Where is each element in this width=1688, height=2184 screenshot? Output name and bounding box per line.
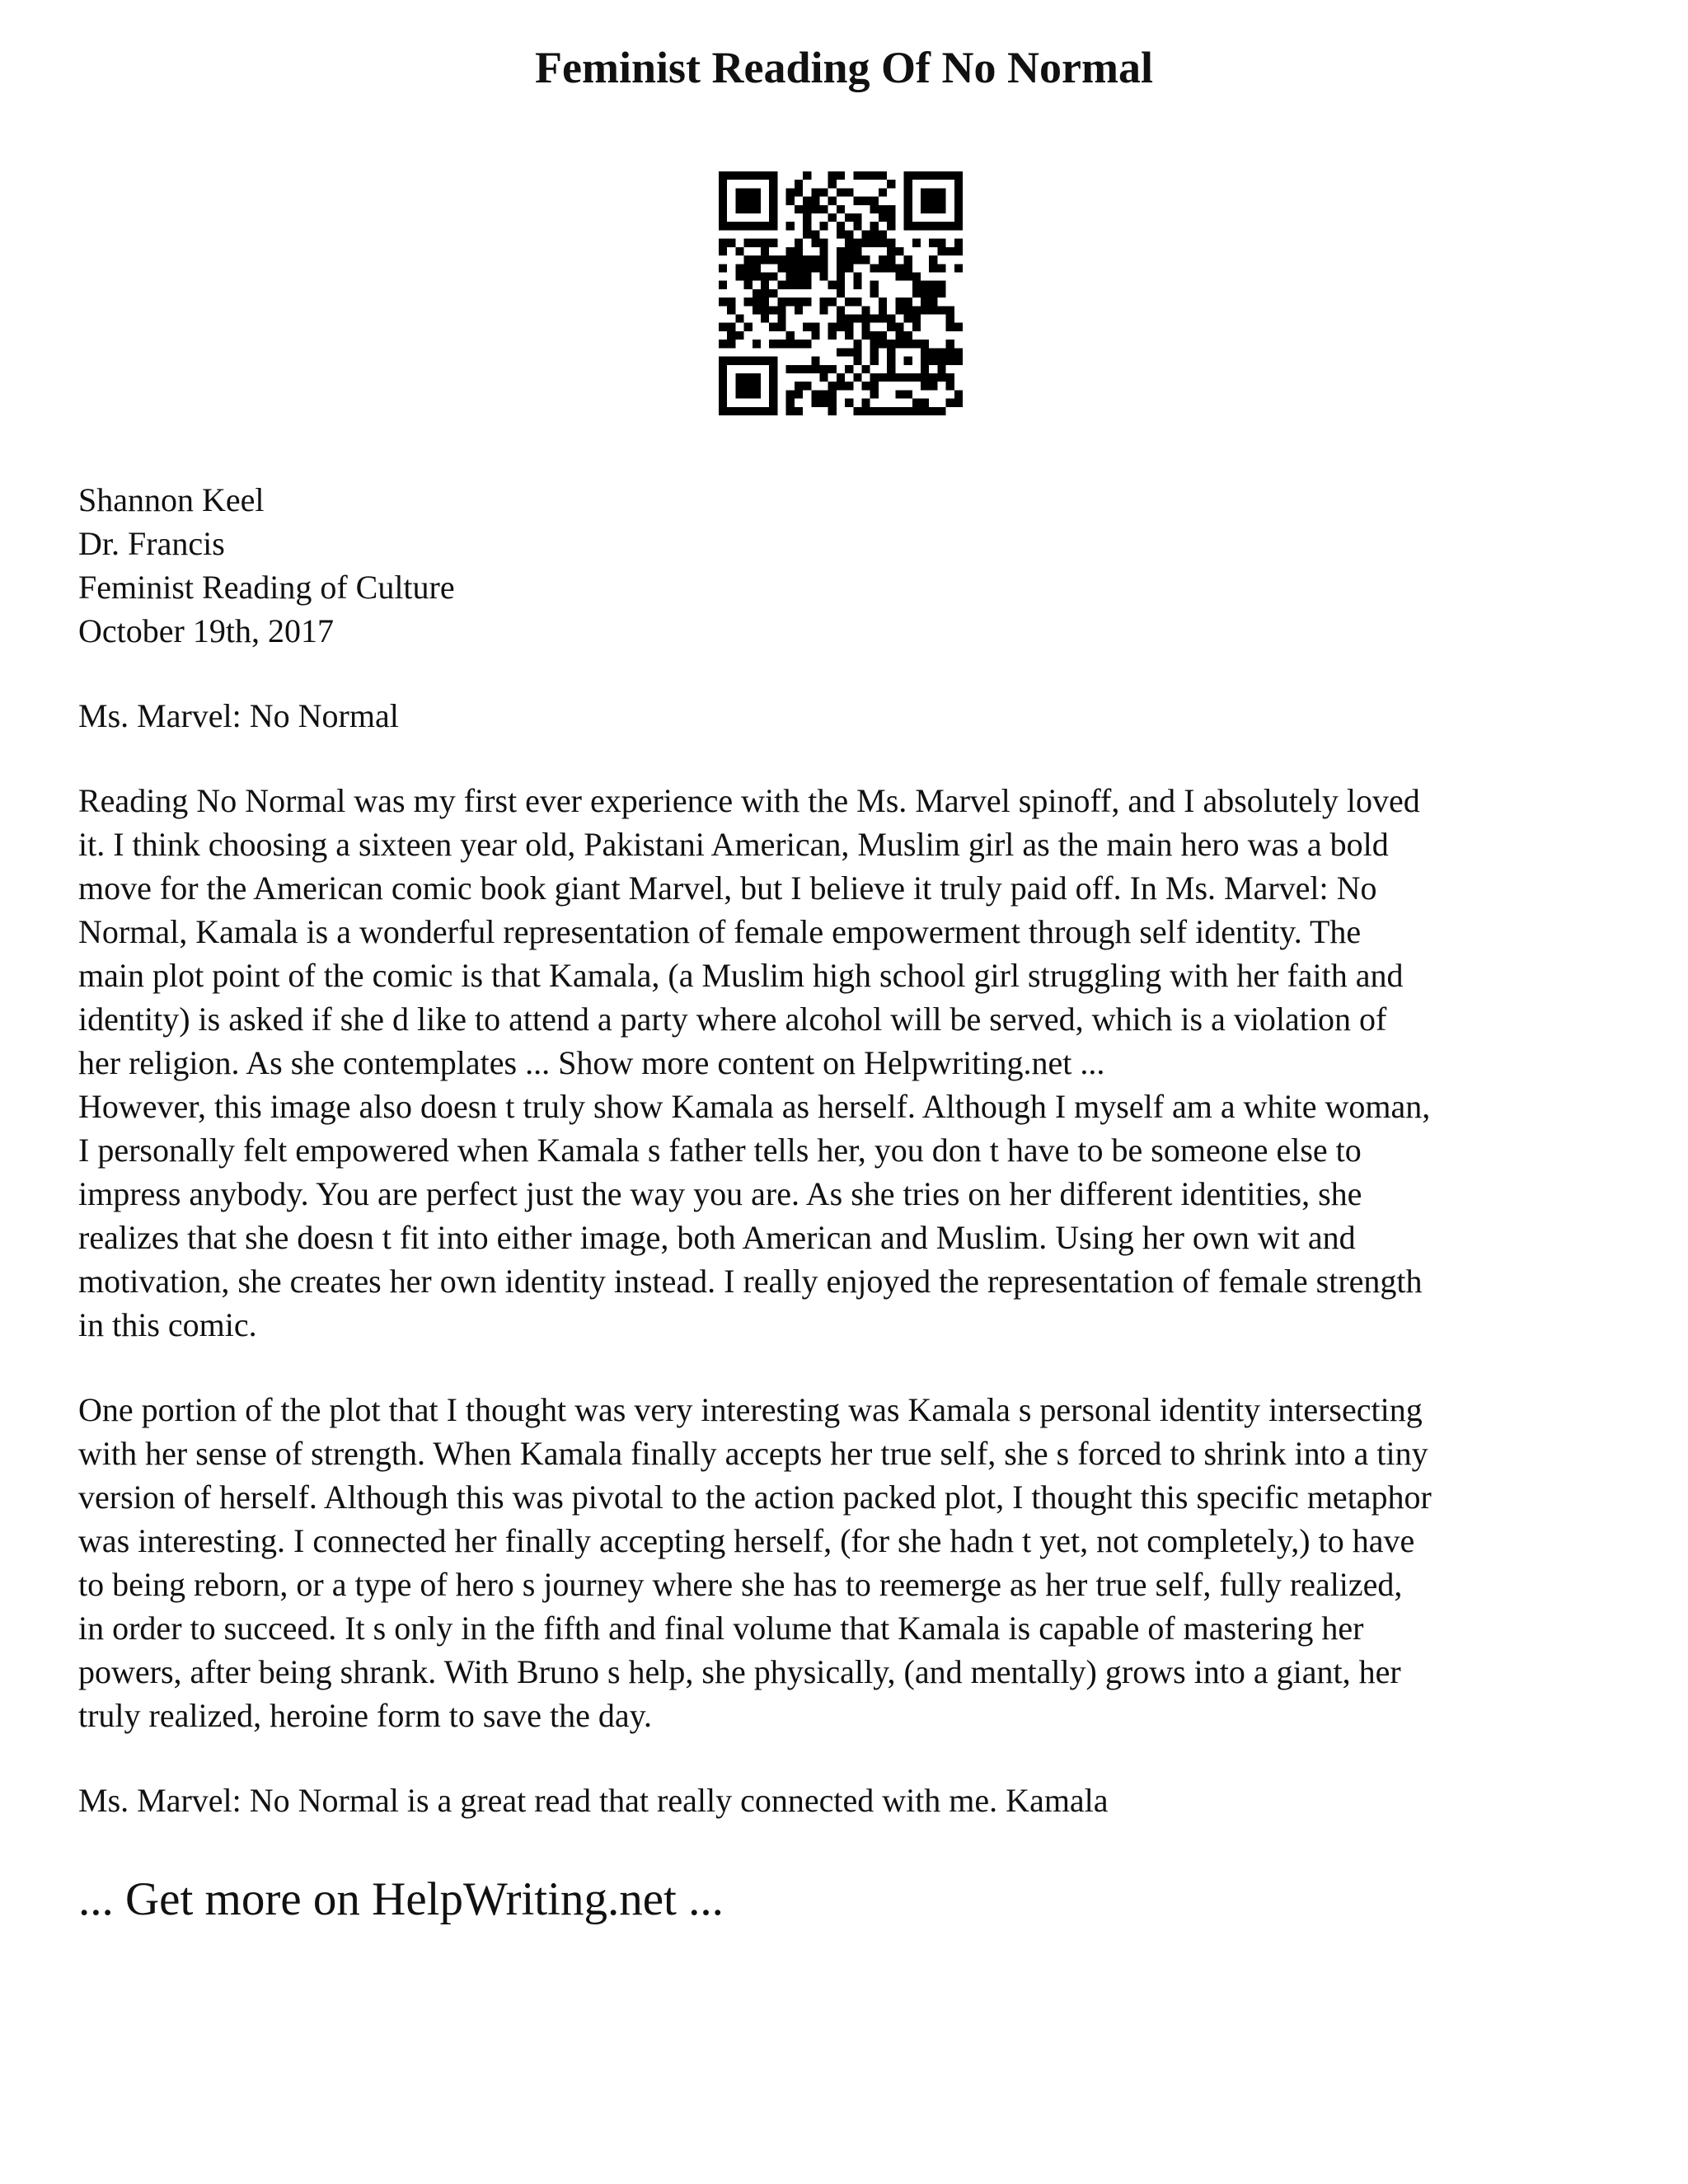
- paragraph-line: move for the American comic book giant Marvel, but I believe it truly paid off. In Ms. Marvel: No: [78, 869, 1377, 907]
- document-date: October 19th, 2017: [78, 612, 334, 649]
- paragraph-line: One portion of the plot that I thought was very interesting was Kamala s personal identity intersecting: [78, 1391, 1423, 1428]
- paragraph-line: Ms. Marvel: No Normal is a great read that really connected with me. Kamala: [78, 1782, 1109, 1819]
- paragraph-line: was interesting. I connected her finally accepting herself, (for she hadn t yet, not completely,) to have: [78, 1522, 1415, 1559]
- helpwriting-link[interactable]: ... Get more on HelpWriting.net ...: [78, 1873, 724, 1925]
- paragraph-line: motivation, she creates her own identity instead. I really enjoyed the representation of female strength: [78, 1263, 1423, 1300]
- paragraph-3: [78, 1779, 1644, 1822]
- paragraph-line: version of herself. Although this was pivotal to the action packed plot, I thought this specific metaphor: [78, 1479, 1432, 1516]
- paragraph-line: her religion. As she contemplates ... Show more content on Helpwriting.net ...: [78, 1044, 1105, 1081]
- paragraph-line: Normal, Kamala is a wonderful representation of female empowerment through self identity. The: [78, 913, 1362, 950]
- paragraph-line: However, this image also doesn t truly show Kamala as herself. Although I myself am a white woman,: [78, 1088, 1431, 1125]
- header-block: [78, 478, 1644, 653]
- paragraph-line: truly realized, heroine form to save the day.: [78, 1697, 653, 1734]
- document-title: Feminist Reading Of No Normal: [535, 43, 1153, 92]
- document-body: [78, 478, 1644, 1822]
- paragraph-line: to being reborn, or a type of hero s journey where she has to reemerge as her true self, fully realized,: [78, 1566, 1403, 1603]
- paragraph-line: Reading No Normal was my first ever experience with the Ms. Marvel spinoff, and I absolutely loved: [78, 782, 1420, 819]
- essay-title: Ms. Marvel: No Normal: [78, 697, 399, 734]
- qr-code-icon: [719, 171, 963, 415]
- paragraph-line: in this comic.: [78, 1306, 257, 1343]
- paragraph-2: [78, 1388, 1644, 1737]
- paragraph-line: in order to succeed. It s only in the fifth and final volume that Kamala is capable of mastering her: [78, 1610, 1364, 1647]
- paragraph-line: I personally felt empowered when Kamala s father tells her, you don t have to be someone else to: [78, 1132, 1362, 1169]
- paragraph-line: main plot point of the comic is that Kamala, (a Muslim high school girl struggling with her faith and: [78, 957, 1404, 994]
- paragraph-line: impress anybody. You are perfect just the way you are. As she tries on her different identities, she: [78, 1175, 1362, 1212]
- author-name: Shannon Keel: [78, 481, 265, 518]
- paragraph-line: it. I think choosing a sixteen year old, Pakistani American, Muslim girl as the main hero was a bold: [78, 826, 1389, 863]
- course-name: Feminist Reading of Culture: [78, 569, 455, 606]
- paragraph-line: identity) is asked if she d like to attend a party where alcohol will be served, which is a violation of: [78, 1001, 1387, 1038]
- paragraph-line: with her sense of strength. When Kamala finally accepts her true self, she s forced to shrink into a tiny: [78, 1435, 1428, 1472]
- instructor-name: Dr. Francis: [78, 525, 225, 562]
- paragraph-line: realizes that she doesn t fit into either image, both American and Muslim. Using her own wit and: [78, 1219, 1356, 1256]
- paragraph-1: [78, 779, 1644, 1347]
- paragraph-line: powers, after being shrank. With Bruno s help, she physically, (and mentally) grows into a giant, her: [78, 1653, 1401, 1690]
